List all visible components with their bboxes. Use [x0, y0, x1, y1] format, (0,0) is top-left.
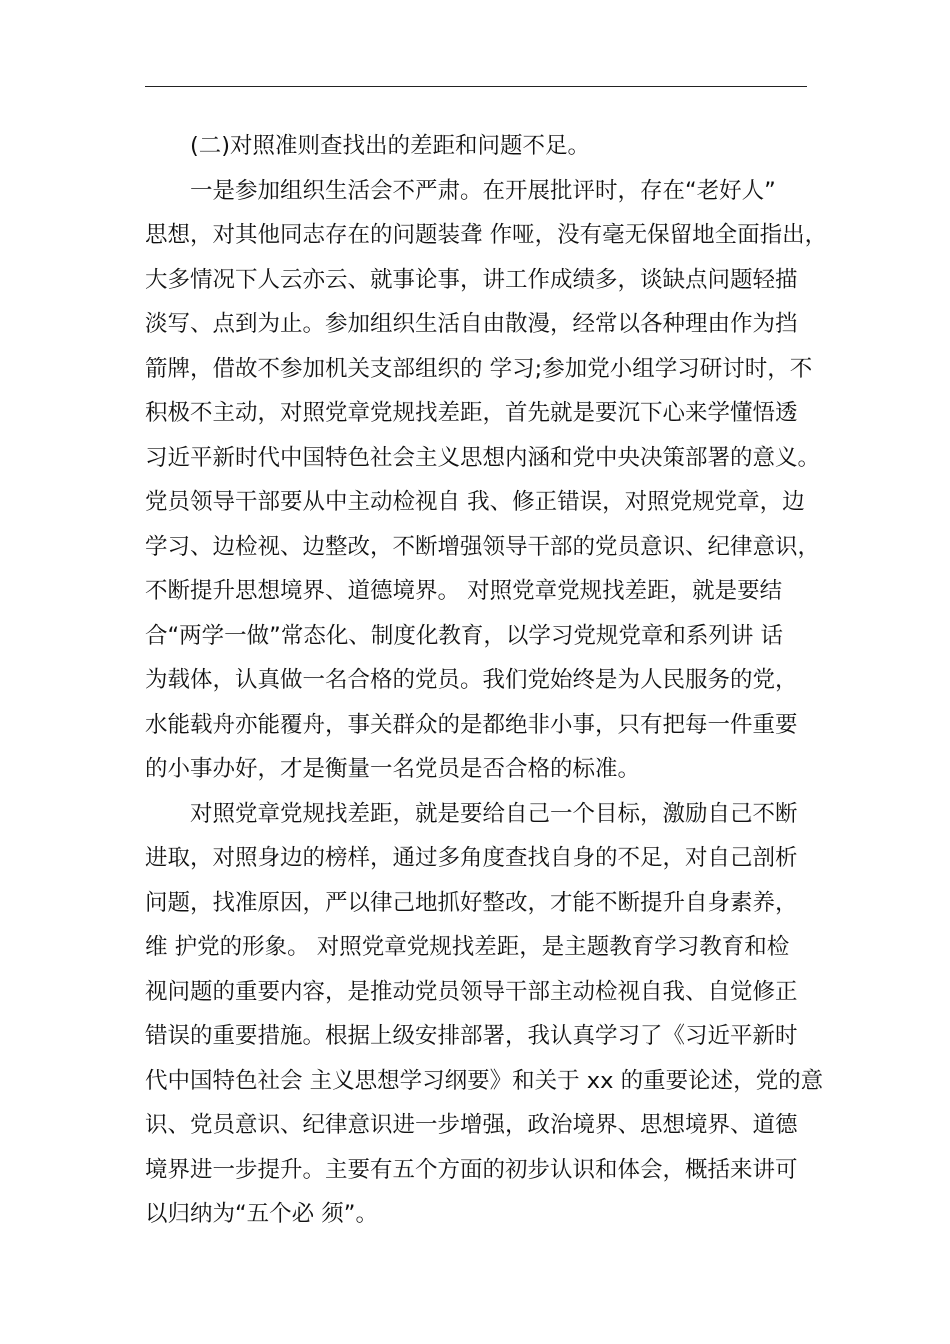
text-line-23: 境界进一步提升。主要有五个方面的初步认识和体会，概括来讲可	[145, 1156, 798, 1183]
text-line-1: 一是参加组织生活会不严肃。在开展批评时，存在“老好人”	[190, 177, 776, 204]
text-line-4: 淡写、点到为止。参加组织生活自由散漫，经常以各种理由作为挡	[145, 311, 798, 337]
text-line-18: 维 护党的形象。 对照党章党规找差距，是主题教育学习教育和检	[145, 934, 790, 960]
text-line-21: 代中国特色社会 主义思想学习纲要》和关于 xx 的重要论述，党的意	[145, 1067, 824, 1094]
text-line-19: 视问题的重要内容，是推动党员领导干部主动检视自我、自觉修正	[145, 978, 798, 1005]
text-line-16: 进取，对照身边的榜样，通过多角度查找自身的不足，对自己剖析	[145, 845, 798, 871]
text-line-15: 对照党章党规找差距，就是要给自己一个目标，激励自己不断	[190, 800, 798, 827]
text-line-11: 合“两学一做”常态化、制度化教育，以学习党规党章和系列讲 话	[145, 622, 783, 649]
text-line-2: 思想，对其他同志存在的问题装聋 作哑，没有毫无保留地全面指出，	[145, 222, 828, 248]
text-line-20: 错误的重要措施。根据上级安排部署，我认真学习了《习近平新时	[145, 1023, 798, 1049]
text-line-12: 为载体，认真做一名合格的党员。我们党始终是为人民服务的党，	[145, 667, 798, 693]
text-line-10: 不断提升思想境界、道德境界。 对照党章党规找差距，就是要结	[145, 578, 783, 604]
text-line-22: 识、党员意识、纪律意识进一步增强，政治境界、思想境界、道德	[145, 1112, 798, 1138]
text-line-3: 大多情况下人云亦云、就事论事，讲工作成绩多，谈缺点问题轻描	[145, 266, 798, 293]
text-line-17: 问题，找准原因，严以律己地抓好整改，才能不断提升自身素养，	[145, 889, 798, 916]
text-line-5: 箭牌，借故不参加机关支部组织的 学习;参加党小组学习研讨时，不	[145, 355, 813, 382]
text-line-9: 学习、边检视、边整改，不断增强领导干部的党员意识、纪律意识，	[145, 533, 821, 560]
text-line-14: 的小事办好，才是衡量一名党员是否合格的标准。	[145, 756, 641, 782]
header-rule	[145, 86, 807, 87]
text-line-6: 积极不主动，对照党章党规找差距，首先就是要沉下心来学懂悟透	[145, 400, 798, 426]
text-line-13: 水能载舟亦能覆舟，事关群众的是都绝非小事，只有把每一件重要	[145, 711, 798, 738]
text-line-24: 以归纳为“五个必 须”。	[145, 1201, 378, 1227]
text-line-8: 党员领导干部要从中主动检视自 我、修正错误，对照党规党章，边	[145, 489, 805, 515]
document-body	[145, 124, 828, 1237]
section-heading: (二)对照准则查找出的差距和问题不足。	[190, 133, 591, 159]
text-line-7: 习近平新时代中国特色社会主义思想内涵和党中央决策部署的意义。	[145, 444, 821, 471]
